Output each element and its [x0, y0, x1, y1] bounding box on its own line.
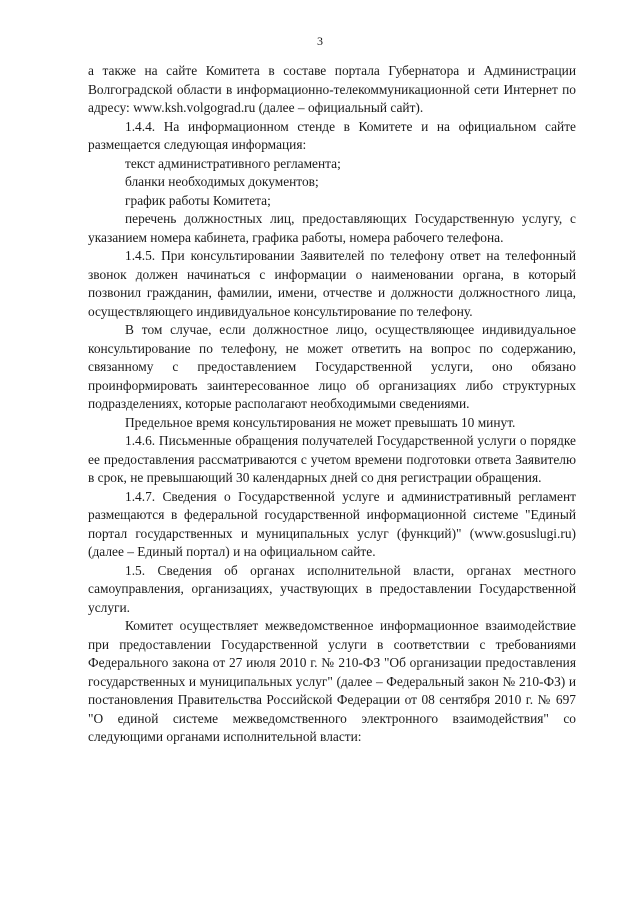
paragraph-official-redirect: В том случае, если должностное лицо, осуществляющее индивидуальное консультирование по телефону, не может ответить на вопрос по содержанию, связанному с предоставлением Государственной услуги, оно обязано проинформировать заинтересованное лицо об организациях либо структурных подразделениях, которые располагают необходимыми сведениями. [88, 322, 576, 411]
document-body [88, 62, 576, 747]
paragraph-officials-list: перечень должностных лиц, предоставляющих Государственную услугу, с указанием номера кабинета, графика работы, номера рабочего телефона. [88, 211, 576, 245]
paragraph-website-address: а также на сайте Комитета в составе портала Губернатора и Администрации Волгоградской области в информационно-телекоммуникационной сети Интернет по адресу: www.ksh.volgograd.ru (далее – официальный сайт). [88, 63, 576, 115]
paragraph-1-4-7: 1.4.7. Сведения о Государственной услуге и административный регламент размещаются в федеральной государственной информационной системе "Единый портал государственных и муниципальных услуг (функций)" (www.gosuslugi.ru) (далее – Единый портал) и на официальном сайте. [88, 488, 576, 559]
list-item-work-schedule: график работы Комитета; [125, 192, 271, 208]
paragraph-1-4-6: 1.4.6. Письменные обращения получателей Государственной услуги о порядке ее предоставления рассматриваются с учетом времени подготовки ответа Заявителю в срок, не превышающий 30 календарных дней со дня регистрации обращения. [88, 433, 576, 485]
paragraph-1-4-5: 1.4.5. При консультировании Заявителей по телефону ответ на телефонный звонок должен начинаться с информации о наименовании органа, в который позвонил гражданин, фамилии, имени, отчестве и должности должностного лица, осуществляющего индивидуальное консультирование по телефону. [88, 248, 576, 319]
paragraph-1-4-4: 1.4.4. На информационном стенде в Комитете и на официальном сайте размещается следующая информация: [88, 118, 576, 152]
paragraph-interagency-cooperation: Комитет осуществляет межведомственное информационное взаимодействие при предоставлении Государственной услуги в соответствии с требованиями Федерального закона от 27 июля 2010 г. № 210-ФЗ "Об организации предоставления государственных и муниципальных услуг" (далее – Федеральный закон № 210-ФЗ) и постановления Правительства Российской Федерации от 08 сентября 2010 г. № 697 "О единой системе межведомственного электронного взаимодействия" со следующими органами исполнительной власти: [88, 618, 576, 744]
paragraph-consultation-time: Предельное время консультирования не может превышать 10 минут. [125, 414, 516, 430]
list-item-document-forms: бланки необходимых документов; [125, 174, 319, 189]
list-item-regulation-text: текст административного регламента; [125, 155, 341, 171]
paragraph-1-5: 1.5. Сведения об органах исполнительной власти, органах местного самоуправления, организациях, участвующих в предоставлении Государственной услуги. [88, 562, 576, 615]
page-number: 3 [317, 34, 323, 48]
